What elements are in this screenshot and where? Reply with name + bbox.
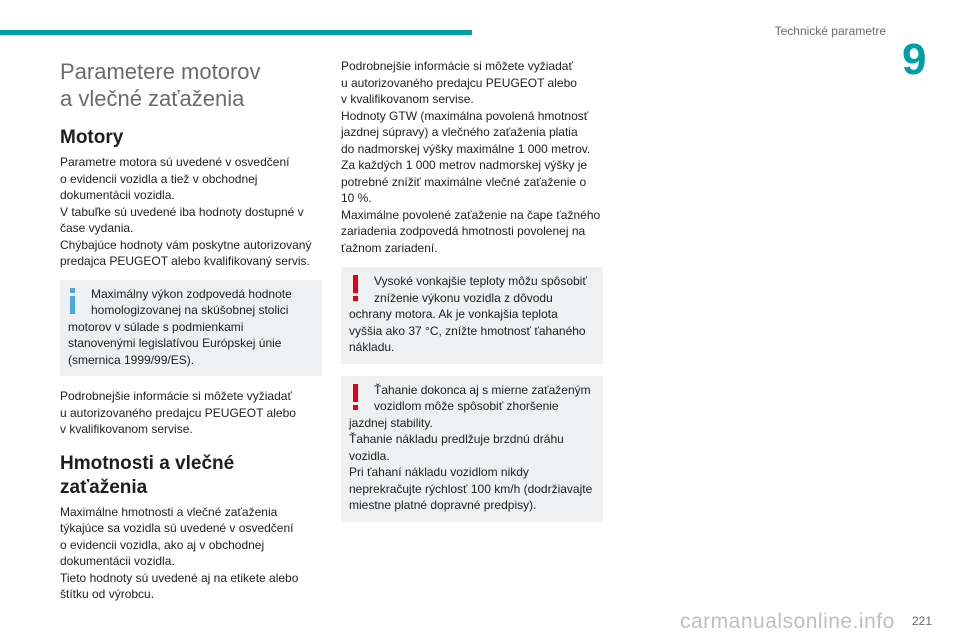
text-line: zníženie výkonu vozidla z dôvodu: [374, 290, 553, 305]
text-line: dokumentácii vozidla.: [60, 554, 175, 568]
text-line: Ťahanie nákladu predlžuje brzdnú dráhu: [349, 432, 564, 446]
warning-icon: [352, 275, 359, 301]
text-line: V tabuľke sú uvedené iba hodnoty dostupné v: [60, 204, 304, 219]
info-note-text: [68, 286, 314, 369]
text-line: motorov v súlade s podmienkami: [68, 319, 244, 334]
text-line: vozidla.: [349, 448, 390, 463]
text-line: miestne platné dopravné predpisy).: [349, 498, 537, 512]
text-line: ochrany motora. Ak je vonkajšia teplota: [349, 307, 558, 321]
warning-note-text: [349, 273, 595, 356]
warning-note-text: [349, 382, 595, 514]
text-line: 10 %.: [341, 191, 372, 205]
text-line: Maximálny výkon zodpovedá hodnote: [91, 286, 292, 301]
text-line: homologizovanej na skúšobnej stolici: [91, 303, 289, 317]
text-line: Tieto hodnoty sú uvedené aj na etikete alebo: [60, 570, 299, 585]
header-accent-bar: [0, 30, 472, 35]
text-line: Parametre motora sú uvedené v osvedčení: [60, 155, 290, 169]
text-line: u autorizovaného predajcu PEUGEOT alebo: [341, 75, 577, 90]
text-line: v kvalifikovanom servise.: [60, 422, 193, 436]
text-line: u autorizovaného predajcu PEUGEOT alebo: [60, 405, 296, 420]
text-line: Maximálne povolené zaťaženie na čape ťažného: [341, 207, 601, 222]
text-line: štítku od výrobcu.: [60, 587, 155, 601]
text-line: vozidlom môže spôsobiť zhoršenie: [374, 399, 559, 413]
text-line: jazdnej stability.: [349, 415, 433, 430]
text-line: Maximálne hmotnosti a vlečné zaťaženia: [60, 504, 278, 519]
text-line: potrebné znížiť maximálne vlečné zaťaženie o: [341, 174, 587, 189]
chapter-number: 9: [902, 35, 927, 84]
text-line: zariadenia zodpovedá hmotnosti povolenej na: [341, 224, 586, 238]
text-line: Pri ťahaní nákladu vozidlom nikdy: [349, 465, 529, 479]
text-line: o evidencii vozidla, ako aj v obchodnej: [60, 537, 265, 552]
motory-paragraph: [60, 154, 322, 270]
right-column: [341, 58, 603, 522]
text-line: jazdnej súpravy) a vlečného zaťaženia platia: [341, 125, 578, 139]
warning-note-towing: [341, 376, 603, 522]
hmotnosti-paragraph: [60, 504, 322, 603]
watermark: carmanualsonline.info: [680, 610, 895, 633]
text-line: predajca PEUGEOT alebo kvalifikovaný servis.: [60, 254, 310, 268]
info-icon: [69, 288, 76, 314]
text-line: neprekračujte rýchlosť 100 km/h (dodržiavajte: [349, 481, 593, 496]
section-title: Technické parametre: [774, 24, 886, 38]
heading-line: Hmotnosti a vlečné: [60, 452, 235, 474]
text-line: čase vydania.: [60, 221, 134, 235]
text-line: v kvalifikovanom servise.: [341, 92, 474, 106]
text-line: (smernica 1999/99/ES).: [68, 352, 195, 367]
text-line: vyššia ako 37 °C, znížte hmotnosť ťahaného: [349, 323, 586, 338]
page-title-line: a vlečné zaťaženia: [60, 86, 245, 111]
left-column: [60, 58, 322, 603]
warning-note-temperature: [341, 267, 603, 364]
heading-hmotnosti: [60, 452, 322, 500]
text-line: Za každých 1 000 metrov nadmorskej výšky je: [341, 158, 588, 172]
text-line: Podrobnejšie informácie si môžete vyžiadať: [341, 59, 573, 73]
text-line: ťažnom zariadení.: [341, 240, 438, 255]
towing-paragraph: [341, 58, 603, 256]
text-line: dokumentácii vozidla.: [60, 188, 175, 202]
text-line: stanovenými legislatívou Európskej únie: [68, 336, 282, 350]
text-line: Vysoké vonkajšie teploty môžu spôsobiť: [374, 274, 587, 288]
info-note: [60, 280, 322, 377]
text-line: Podrobnejšie informácie si môžete vyžiadať: [60, 389, 292, 403]
warning-icon: [352, 384, 359, 410]
heading-line: zaťaženia: [60, 476, 148, 498]
text-line: nákladu.: [349, 340, 395, 354]
text-line: týkajúce sa vozidla sú uvedené v osvedčení: [60, 521, 294, 535]
heading-motory: Motory: [60, 127, 124, 148]
page-title: [60, 58, 322, 112]
text-line: Hodnoty GTW (maximálna povolená hmotnosť: [341, 108, 589, 123]
more-info-paragraph: [60, 388, 322, 438]
text-line: o evidencii vozidla a tiež v obchodnej: [60, 171, 258, 186]
text-line: Ťahanie dokonca aj s mierne zaťaženým: [374, 382, 591, 397]
text-line: Chýbajúce hodnoty vám poskytne autorizovaný: [60, 237, 312, 252]
text-line: do nadmorskej výšky maximálne 1 000 metrov.: [341, 141, 591, 156]
page-number: 221: [912, 614, 933, 628]
page-title-line: Parametere motorov: [60, 59, 261, 84]
